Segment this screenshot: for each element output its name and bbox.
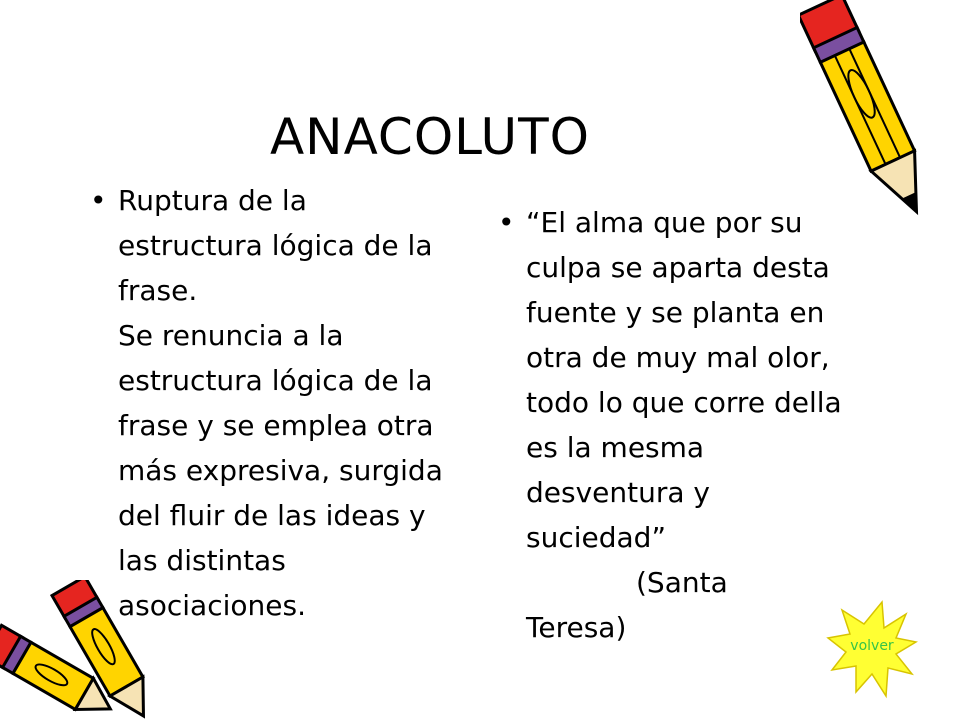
bullet-item-definition <box>90 178 450 313</box>
bullet-item-example <box>498 200 858 560</box>
volver-label: volver <box>850 638 894 654</box>
bullet-glyph: • <box>498 206 515 239</box>
citation <box>498 560 858 650</box>
slide-title: ANACOLUTO <box>269 108 591 166</box>
citation-line-2: Teresa) <box>526 611 627 644</box>
volver-button[interactable] <box>826 600 918 700</box>
explanation-paragraph: Se renuncia a la estructura lógica de la frase y se emplea otra más expresiva, surgida del fluir de las ideas y las distintas asociaciones. <box>118 319 443 622</box>
example-quote: “El alma que por su culpa se aparta desta fuente y se planta en otra de muy mal olor, todo lo que corre della es la mesma desventura y suciedad” <box>526 206 842 554</box>
bullet-glyph: • <box>90 184 107 217</box>
right-column <box>498 200 858 650</box>
citation-line-1: (Santa <box>636 566 728 599</box>
left-column <box>90 178 450 628</box>
definition-text: Ruptura de la estructura lógica de la frase. <box>118 184 433 307</box>
